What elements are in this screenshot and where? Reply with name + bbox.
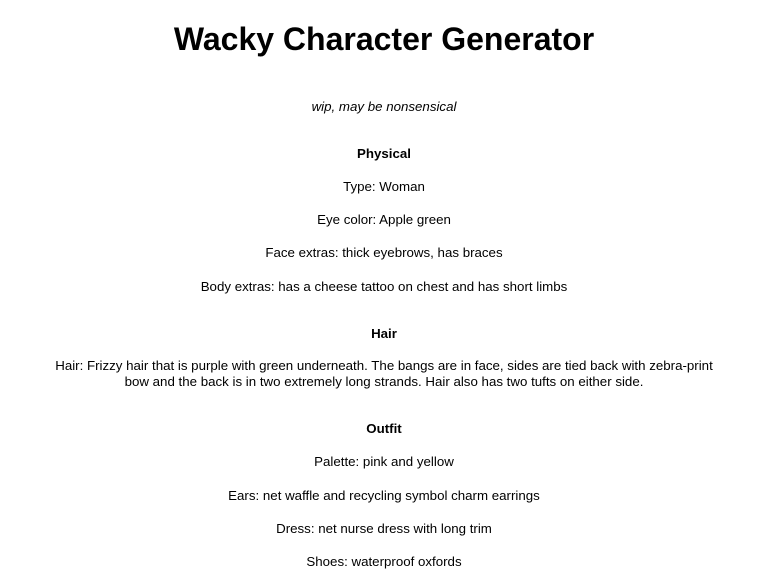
physical-eye-color-line: Eye color: Apple green: [317, 212, 451, 228]
document-body: [0, 21, 768, 569]
physical-body-extras-line: Body extras: has a cheese tattoo on chest and has short limbs: [200, 278, 568, 294]
section-heading-outfit: Outfit: [366, 421, 402, 437]
outfit-dress-line: Dress: net nurse dress with long trim: [276, 520, 492, 536]
outfit-palette-line: Palette: pink and yellow: [314, 454, 454, 470]
section-heading-hair: Hair: [371, 325, 397, 341]
physical-type-line: Type: Woman: [343, 178, 425, 194]
outfit-shoes-line: Shoes: waterproof oxfords: [306, 554, 462, 569]
section-heading-physical: Physical: [357, 145, 411, 161]
outfit-ears-line: Ears: net waffle and recycling symbol charm earrings: [228, 487, 540, 503]
physical-face-extras-line: Face extras: thick eyebrows, has braces: [265, 245, 503, 261]
page-title: Wacky Character Generator: [173, 21, 595, 57]
page-subtitle: wip, may be nonsensical: [311, 98, 457, 114]
hair-description-line: Hair: Frizzy hair that is purple with green underneath. The bangs are in face, sides are tied back with zebra-print bow and the back is in two extremely long strands. Hair also has two tufts on either side.: [55, 357, 713, 389]
